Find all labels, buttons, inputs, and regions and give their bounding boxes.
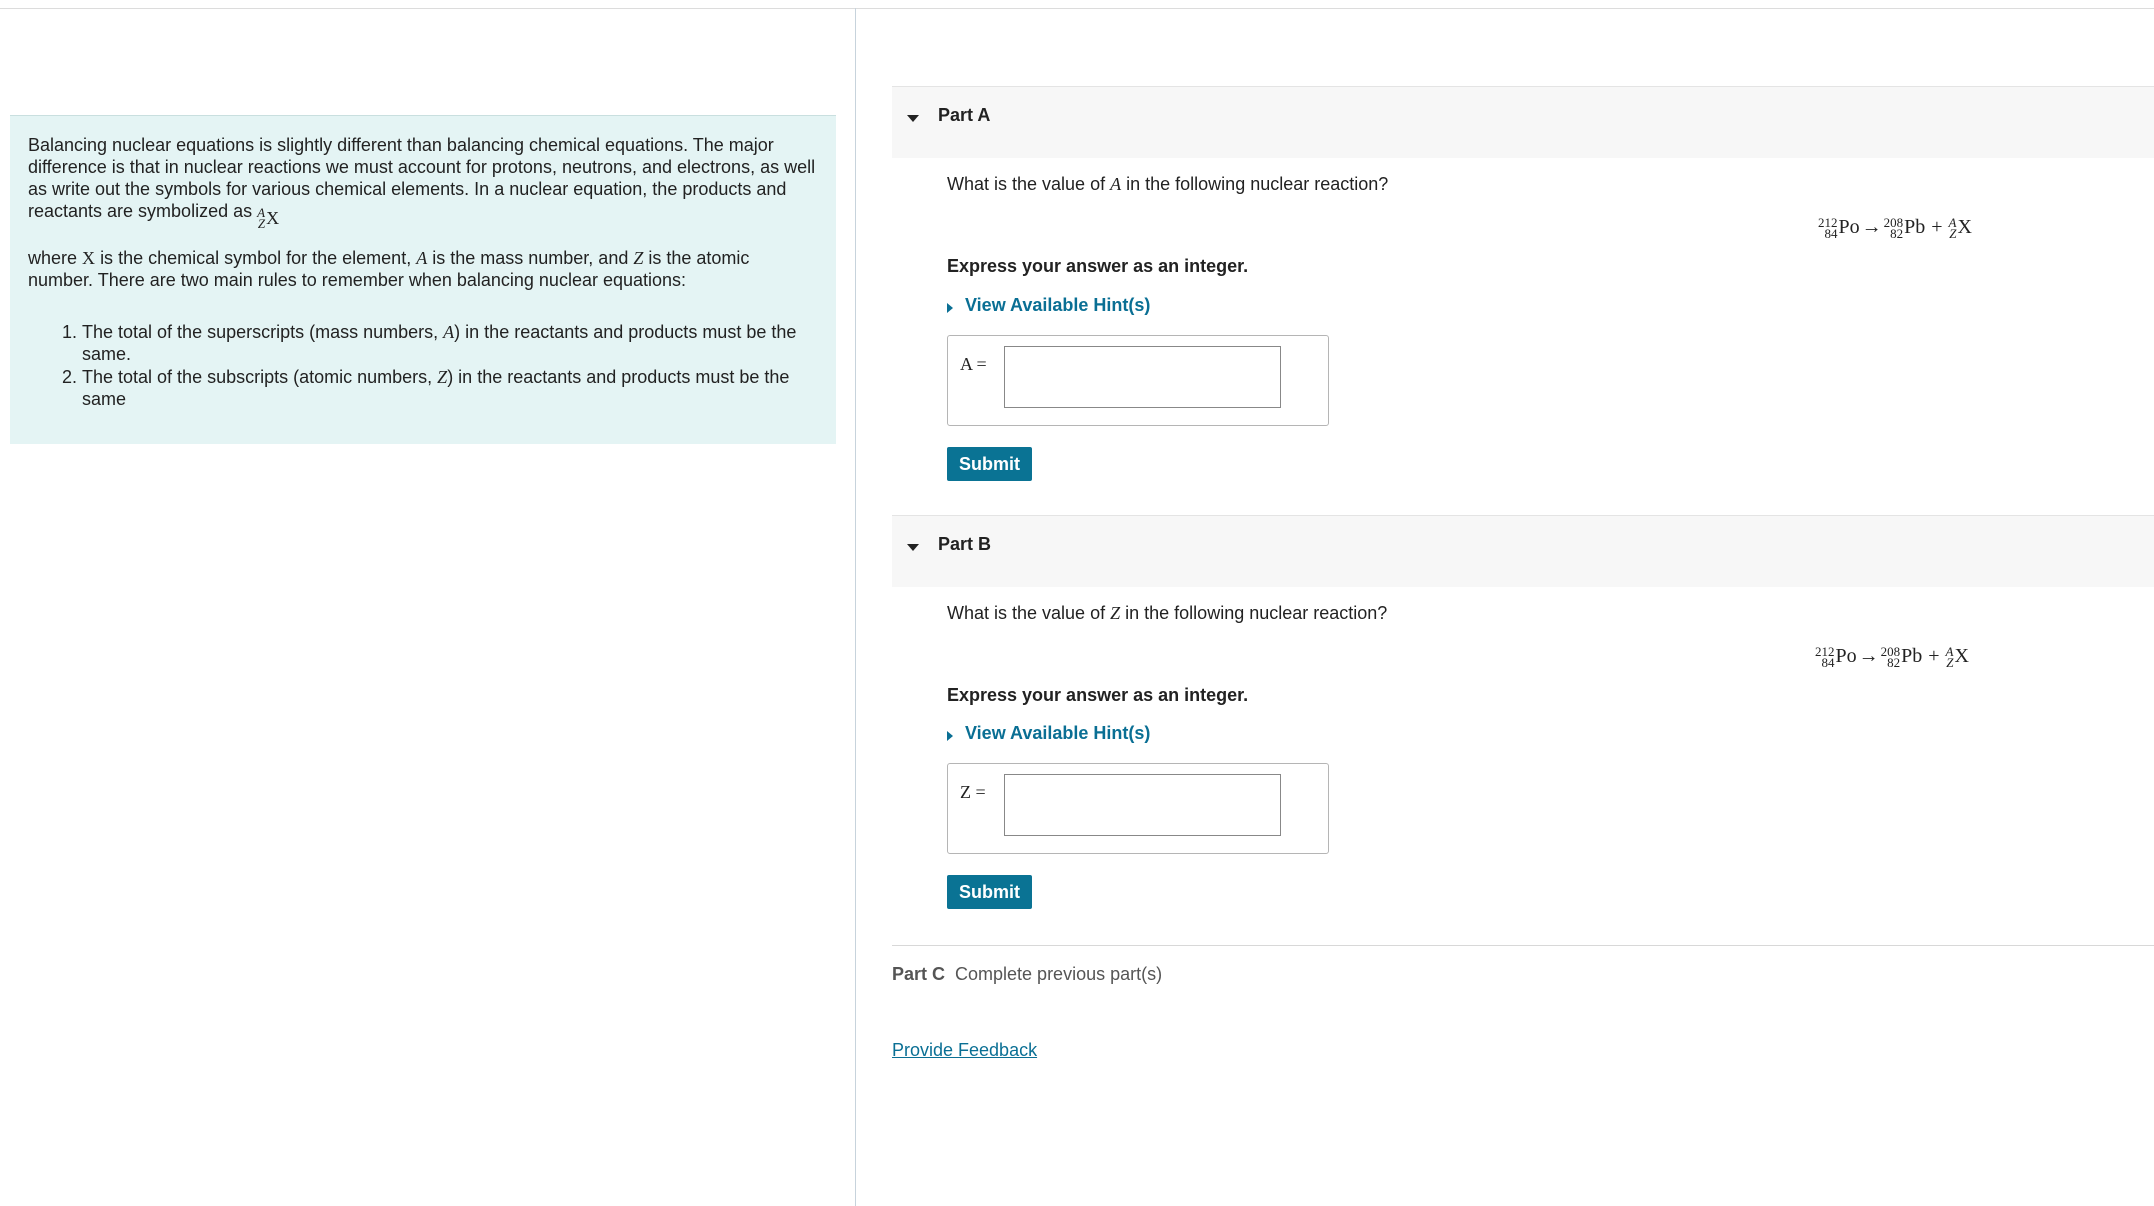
part-a-submit-button[interactable]: Submit <box>947 447 1032 481</box>
intro-text-2d: is the atomic number. There are two main rules to remember when balancing nuclear equations: <box>28 248 750 290</box>
intro-text-2c: is the mass number, and <box>432 248 629 268</box>
product1-symbol: Pb <box>1901 645 1923 667</box>
intro-text-1: Balancing nuclear equations is slightly different than balancing chemical equations. The major difference is that in nuclear reactions we must account for protons, neutrons, and electrons, as well as write out the symbols for various chemical elements. In a nuclear equation, the products and reactants are symbolized as <box>28 135 816 221</box>
caret-right-icon <box>947 303 953 313</box>
caret-right-icon <box>947 731 953 741</box>
part-c-status: Complete previous part(s) <box>955 964 1163 984</box>
intro-paragraph-1 <box>28 134 818 229</box>
part-a-title: Part A <box>938 105 991 125</box>
part-c-row <box>892 964 1162 985</box>
part-b-answer-box <box>947 763 1329 854</box>
rule-1 <box>82 321 802 365</box>
part-a-question-var: A <box>1110 174 1122 194</box>
rule-1-var: A <box>443 322 455 342</box>
part-c-title: Part C <box>892 964 946 984</box>
product2-mass: A <box>1948 214 1957 230</box>
product1-atomic: 82 <box>1887 654 1901 670</box>
provide-feedback-link[interactable]: Provide Feedback <box>892 1040 1038 1060</box>
top-border <box>0 8 2154 9</box>
product1-symbol: Pb <box>1904 216 1926 238</box>
part-a-header[interactable] <box>892 86 2154 158</box>
part-b-answer-input[interactable] <box>1004 774 1281 836</box>
product1-nuclide <box>1881 645 1923 668</box>
reaction-plus: + <box>1928 645 1940 667</box>
rules-list <box>28 321 802 410</box>
nuclide-mass: A <box>257 205 266 220</box>
rule-2-text-a: The total of the subscripts (atomic numbers, <box>82 367 433 387</box>
part-a-input-label-text: A = <box>960 354 987 374</box>
product2-symbol: X <box>1957 216 1972 238</box>
part-b-input-label <box>960 782 986 803</box>
part-a-hint-label: View Available Hint(s) <box>965 295 1151 315</box>
pane-divider[interactable] <box>855 8 856 1206</box>
part-a-question <box>947 174 1388 195</box>
var-z: Z <box>633 248 644 268</box>
part-b-question-post: in the following nuclear reaction? <box>1125 603 1388 623</box>
part-b-hint-label: View Available Hint(s) <box>965 723 1151 743</box>
product2-nuclide <box>1949 216 1972 239</box>
part-a-question-post: in the following nuclear reaction? <box>1126 174 1389 194</box>
rule-1-text-a: The total of the superscripts (mass numbers, <box>82 322 439 342</box>
intro-text-2a: where <box>28 248 78 268</box>
rule-2-var: Z <box>437 367 448 387</box>
rule-2 <box>82 366 802 410</box>
rule-2-text-b: ) in the reactants and products must be the same <box>82 367 790 409</box>
part-b-input-label-text: Z = <box>960 782 986 802</box>
part-a-answer-input[interactable] <box>1004 346 1281 408</box>
part-b-question-var: Z <box>1110 603 1121 623</box>
nuclide-atomic: Z <box>257 216 266 231</box>
part-a-answer-box <box>947 335 1329 426</box>
part-b-reaction <box>1815 645 1969 668</box>
reactant-nuclide <box>1815 645 1857 668</box>
part-a-reaction <box>1818 216 1972 239</box>
product2-nuclide <box>1946 645 1969 668</box>
product1-mass: 208 <box>1883 214 1904 230</box>
reactant-mass: 212 <box>1818 214 1838 230</box>
part-a-hint-toggle[interactable] <box>947 295 1150 316</box>
part-b-question-pre: What is the value of <box>947 603 1106 623</box>
reactant-mass: 212 <box>1815 643 1835 659</box>
part-a-instruction: Express your answer as an integer. <box>947 256 1249 276</box>
reaction-arrow: → <box>1861 216 1882 238</box>
part-b-header[interactable] <box>892 515 2154 587</box>
var-x: X <box>82 248 96 268</box>
part-b-submit-button[interactable]: Submit <box>947 875 1032 909</box>
nuclide-element: X <box>266 208 280 228</box>
reactant-nuclide <box>1818 216 1860 239</box>
chevron-down-icon <box>907 544 919 551</box>
part-a-input-label <box>960 354 987 375</box>
reactant-atomic: 84 <box>1824 225 1838 241</box>
rule-1-text-b: ) in the reactants and products must be the same. <box>82 322 797 364</box>
reactant-symbol: Po <box>1838 216 1860 238</box>
intro-paragraph-2 <box>28 247 818 291</box>
part-c-divider <box>892 945 2154 946</box>
product1-nuclide <box>1884 216 1926 239</box>
product2-symbol: X <box>1954 645 1969 667</box>
intro-panel <box>10 115 836 444</box>
chevron-down-icon <box>907 115 919 122</box>
product2-atomic: Z <box>1946 654 1954 670</box>
part-b-hint-toggle[interactable] <box>947 723 1150 744</box>
product1-mass: 208 <box>1880 643 1901 659</box>
reactant-atomic: 84 <box>1821 654 1835 670</box>
product2-mass: A <box>1945 643 1954 659</box>
reaction-arrow: → <box>1858 645 1879 667</box>
part-b-question <box>947 603 1387 624</box>
part-b-title: Part B <box>938 534 992 554</box>
var-a: A <box>416 248 428 268</box>
part-a-question-pre: What is the value of <box>947 174 1106 194</box>
product2-atomic: Z <box>1949 225 1957 241</box>
general-nuclide-symbol <box>257 207 279 229</box>
intro-text-2b: is the chemical symbol for the element, <box>100 248 412 268</box>
reaction-plus: + <box>1931 216 1943 238</box>
reactant-symbol: Po <box>1835 645 1857 667</box>
part-b-instruction: Express your answer as an integer. <box>947 685 1249 705</box>
product1-atomic: 82 <box>1890 225 1904 241</box>
